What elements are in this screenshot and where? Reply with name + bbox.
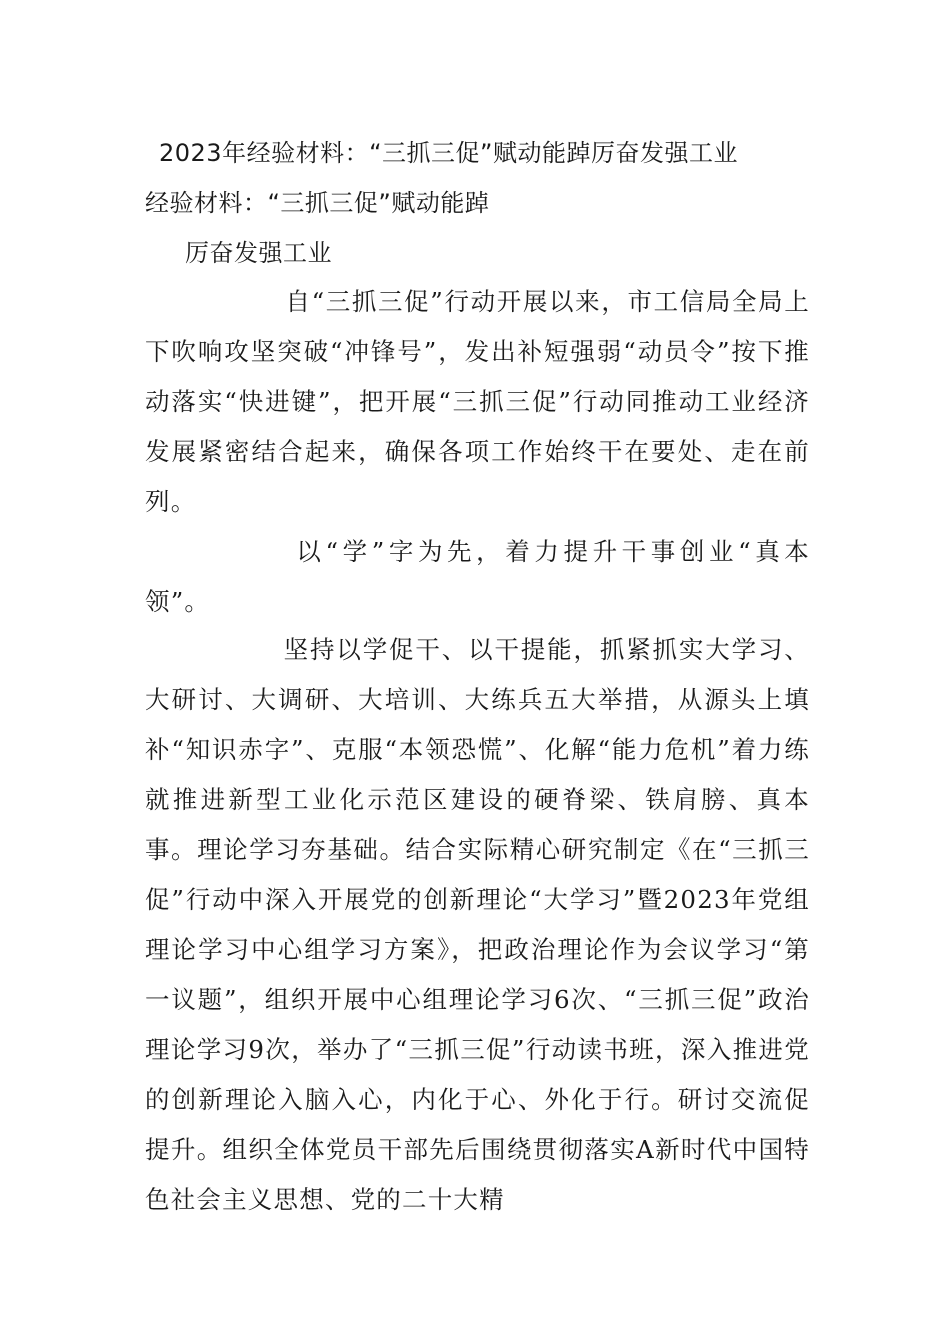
title-line-3: 厉奋发强工业 (185, 239, 332, 267)
paragraph-intro-text: 自“三抓三促”行动开展以来，市工信局全局上下吹响攻坚突破“冲锋号”，发出补短强弱“动员令”按下推动落实“快进键”，把开展“三抓三促”行动同推动工业经济发展紧密结合起来，确保各项工作始终干在要处、走在前列。 (145, 287, 810, 516)
paragraph-heading-study-text: 以“学”字为先，着力提升干事创业“真本领”。 (145, 537, 810, 616)
document-title (145, 128, 825, 278)
paragraph-study-detail (145, 625, 810, 1225)
title-line-2: 经验材料：“三抓三促”赋动能踔 (145, 189, 490, 217)
title-line-1: 2023年经验材料：“三抓三促”赋动能踔厉奋发强工业 (159, 139, 738, 167)
paragraph-heading-study (145, 527, 810, 627)
paragraph-study-detail-text: 坚持以学促干、以干提能，抓紧抓实大学习、大研讨、大调研、大培训、大练兵五大举措，从源头上填补“知识赤字”、克服“本领恐慌”、化解“能力危机”着力练就推进新型工业化示范区建设的硬脊梁、铁肩膀、真本事。理论学习夯基础。结合实际精心研究制定《在“三抓三促”行动中深入开展党的创新理论“大学习”暨2023年党组理论学习中心组学习方案》，把政治理论作为会议学习“第一议题”，组织开展中心组理论学习6次、“三抓三促”政治理论学习9次，举办了“三抓三促”行动读书班，深入推进党的创新理论入脑入心，内化于心、外化于行。研讨交流促提升。组织全体党员干部先后围绕贯彻落实A新时代中国特色社会主义思想、党的二十大精 (145, 635, 810, 1214)
paragraph-intro (145, 277, 810, 527)
